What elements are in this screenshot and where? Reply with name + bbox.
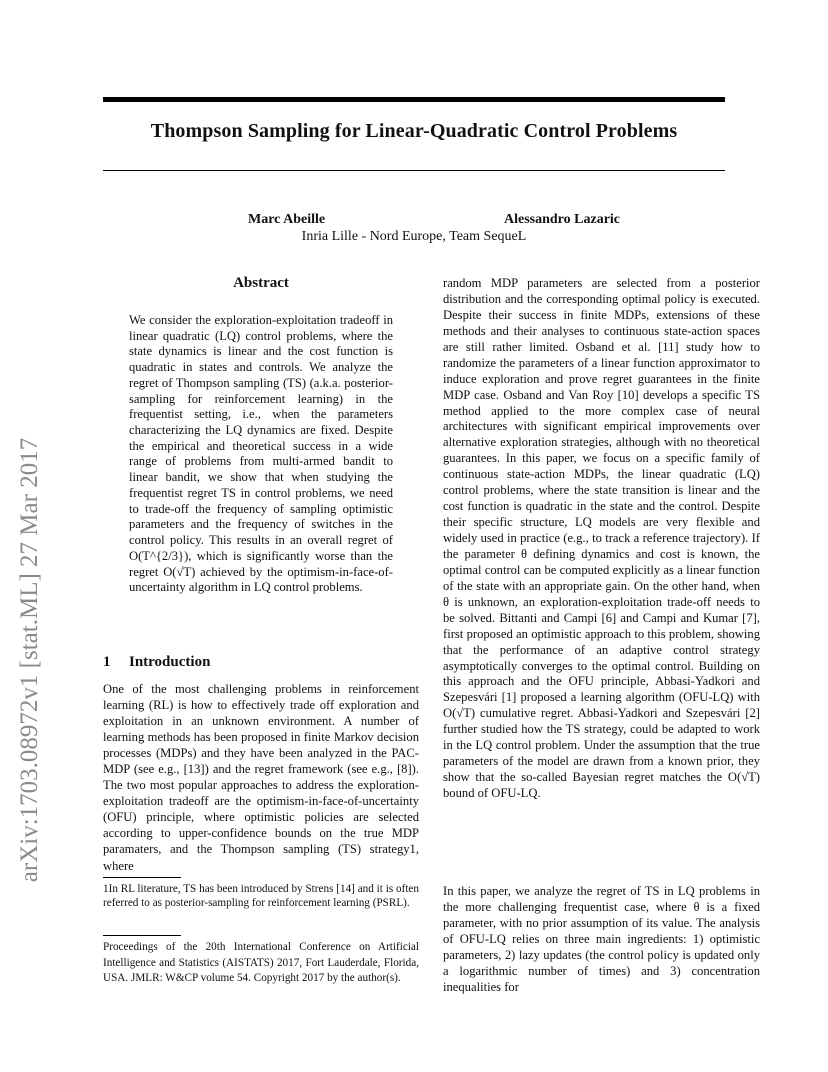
footnote: 1In RL literature, TS has been introduced by Strens [14] and it is often referred to as posterior-sampling for reinforcement learning (PSRL). bbox=[103, 883, 419, 909]
paper-title: Thompson Sampling for Linear-Quadratic Control Problems bbox=[150, 120, 678, 142]
abstract-text: We consider the exploration-exploitation tradeoff in linear quadratic (LQ) control problems, where the state dynamics is linear and the cost function is quadratic in states and controls. We analyze the regret of Thompson sampling (TS) (a.k.a. posterior-sampling for reinforcement learning) in the frequentist setting, i.e., when the parameters characterizing the LQ dynamics are fixed. Despite the empirical and theoretical success in a wide range of problems from multi-armed bandit to linear bandit, we show that when studying the frequentist regret TS in control problems, we need to trade-off the frequency of sampling optimistic parameters and the frequency of switches in the control policy. This results in an overall regret of O(T^{2/3}), which is significantly worse than the regret O(√T) achieved by the optimism-in-face-of-uncertainty algorithm in LQ control problems. bbox=[129, 313, 393, 595]
arxiv-stamp-text: arXiv:1703.08972v1 [stat.ML] 27 Mar 2017 bbox=[16, 437, 43, 883]
intro-left-column bbox=[103, 681, 419, 874]
intro-paragraph-2: In this paper, we analyze the regret of TS in LQ problems in the more challenging frequentist case, where θ is a fixed parameter, with no prior assumption of its value. The analysis of OFU-LQ relies on three main ingredients: 1) optimistic parameters, 2) lazy updates (the control policy is updated only a logarithmic number of times) and 3) concentration inequalities for bbox=[443, 884, 760, 994]
intro-paragraph-1b: random MDP parameters are selected from a posterior distribution and the corresponding optimal policy is executed. Despite their success in finite MDPs, extensions of these methods and their analyses to continuous state-action spaces are still rather limited. Osband et al. [11] study how to randomize the parameters of a linear function approximator to induce exploration and prove regret guarantees in the finite MDP case. Osband and Van Roy [10] develops a specific TS method applied to the more complex case of neural architectures with significant empirical improvements over alternative exploration strategies, although with no theoretical guarantees. In this paper, we focus on a specific family of continuous state-action MDPs, the linear quadratic (LQ) control problems, where the state transition is linear and the cost function is quadratic in the state and the control. Despite their specific structure, LQ models are very flexible and widely used in practice (e.g., to track a reference trajectory). If the parameter θ defining dynamics and cost is known, the optimal control can be computed explicitly as a linear function of the state with an appropriate gain. On the other hand, when θ is unknown, an exploration-exploitation trade-off needs to be solved. Bittanti and Campi [6] and Campi and Kumar [7], first proposed an optimistic approach to this problem, showing that the performance of an adaptive control strategy asymptotically converges to the optimal control. Building on this approach and the OFU principle, Abbasi-Yadkori and Szepesvári [1] proposed a learning algorithm (OFU-LQ) with O(√T) cumulative regret. Abbasi-Yadkori and Szepesvári [2] further studied how the TS strategy, could be adapted to work in the LQ control problem. Under the assumption that the true parameters of the model are drawn from a known prior, they show that the so-called Bayesian regret matches the O(√T) bound of OFU-LQ. bbox=[443, 276, 760, 800]
intro-right-column-lower bbox=[443, 884, 760, 996]
title-top-rule bbox=[103, 97, 725, 102]
section-number: 1 bbox=[103, 654, 111, 670]
affiliation: Inria Lille - Nord Europe, Team SequeL bbox=[301, 229, 527, 244]
proceedings-note: Proceedings of the 20th International Conference on Artificial Intelligence and Statistics (AISTATS) 2017, Fort Lauderdale, Florida, USA. JMLR: W&CP volume 54. Copyright 2017 by the author(s). bbox=[103, 941, 419, 984]
abstract-body bbox=[129, 313, 393, 596]
intro-paragraph-1a: One of the most challenging problems in reinforcement learning (RL) is how to effectively trade off exploration and exploitation in an unknown environment. A number of learning methods has been proposed in finite Markov decision processes (MDPs) and they have been analyzed in the PAC-MDP (see e.g., [13]) and the regret framework (see e.g., [8]). The two most popular approaches to address the exploration-exploitation tradeoff are the optimism-in-face-of-uncertainty (OFU) principle, where optimistic policies are selected according to upper-confidence bounds on the true MDP paramaters, and the Thompson sampling (TS) strategy1, where bbox=[103, 682, 419, 873]
intro-right-column bbox=[443, 276, 760, 802]
proceedings-rule bbox=[103, 935, 181, 936]
footnote-rule bbox=[103, 877, 181, 878]
section-heading bbox=[103, 654, 210, 671]
abstract-heading: Abstract bbox=[233, 275, 289, 291]
author-1: Marc Abeille bbox=[248, 212, 326, 227]
section-title: Introduction bbox=[129, 654, 211, 670]
title-bottom-rule bbox=[103, 170, 725, 171]
author-2: Alessandro Lazaric bbox=[504, 212, 621, 227]
